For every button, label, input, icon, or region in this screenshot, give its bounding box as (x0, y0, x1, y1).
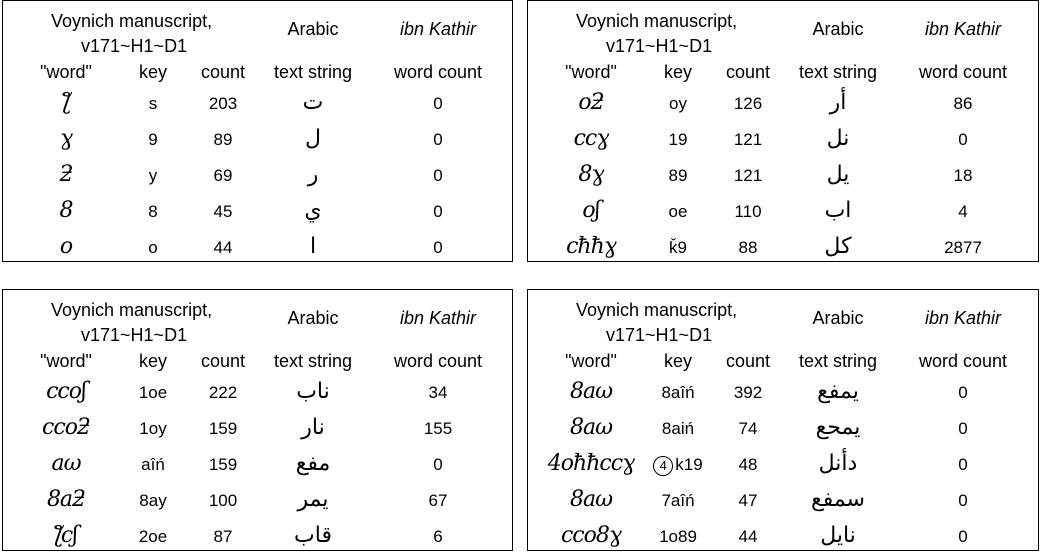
header-key: key (663, 351, 692, 371)
arabic-text-string: نايل (820, 523, 856, 548)
key-cell (118, 418, 188, 440)
word-count-cell: 0 (433, 238, 443, 257)
count-cell: 88 (738, 238, 758, 257)
arabic-text-string: نار (301, 415, 325, 440)
header-text-string: text string (798, 62, 878, 82)
arabic-text-string: ا (309, 234, 317, 259)
table-panel-bottom-right (527, 289, 1039, 551)
key-cell (118, 201, 188, 223)
count-cell: 44 (738, 527, 758, 546)
voynich-glyph: ƪcʃ (54, 523, 78, 548)
word-count-cell: 0 (958, 491, 968, 510)
word-count-cell: 0 (433, 202, 443, 221)
voynich-glyph: ccoʃ (46, 379, 86, 404)
key-text: s (148, 94, 158, 113)
word-count-cell: 34 (428, 383, 448, 402)
key-text: 1oe (138, 383, 168, 402)
header-word-count: word count (393, 62, 483, 82)
circled-number: 4 (653, 456, 673, 476)
header-word-count: word count (393, 351, 483, 371)
key-cell (118, 490, 188, 512)
count-cell: 87 (213, 527, 233, 546)
table-panel-top-right (527, 0, 1039, 262)
voynich-glyph: ƪ (62, 90, 70, 115)
header-arabic: Arabic (287, 308, 339, 328)
count-cell: 222 (208, 383, 238, 402)
header-word: "word" (565, 62, 617, 82)
voynich-glyph: cco8ɣ (560, 523, 622, 548)
arabic-text-string: ت (302, 90, 324, 115)
word-count-cell: 0 (433, 94, 443, 113)
count-cell: 45 (213, 202, 233, 221)
arabic-text-string: اب (824, 198, 852, 223)
header-key: key (138, 351, 167, 371)
key-text: 1o89 (659, 527, 697, 546)
key-text: aîń (141, 455, 165, 474)
header-text-string: text string (273, 351, 353, 371)
voynich-glyph: 8aƻ (46, 487, 86, 512)
table-panel-top-left (2, 0, 513, 262)
key-text: y (148, 166, 158, 185)
key-text: 89 (668, 166, 688, 185)
arabic-text-string: كل (824, 234, 852, 259)
header-ibn-kathir: ibn Kathir (924, 19, 1002, 39)
count-cell: 203 (208, 94, 238, 113)
key-cell (643, 454, 713, 476)
word-count-cell: 0 (433, 166, 443, 185)
voynich-glyph: o (59, 234, 73, 259)
voynich-glyph: 4oħħccɣ (547, 451, 635, 476)
voynich-glyph: aω (51, 451, 81, 476)
key-cell (643, 418, 713, 440)
word-count-cell: 2877 (944, 238, 982, 257)
voynich-glyph: cħħɣ (566, 234, 616, 259)
header-word-count: word count (918, 62, 1008, 82)
header-text-string: text string (273, 62, 353, 82)
voynich-glyph: 8aω (569, 379, 613, 404)
header-key: key (138, 62, 167, 82)
header-ibn-kathir: ibn Kathir (399, 308, 477, 328)
key-text: 19 (668, 130, 688, 149)
arabic-text-string: ل (305, 126, 321, 151)
key-text: k19 (675, 455, 703, 474)
word-count-cell: 0 (433, 455, 443, 474)
count-cell: 159 (208, 419, 238, 438)
word-count-cell: 0 (958, 419, 968, 438)
key-cell (643, 201, 713, 223)
header-arabic: Arabic (287, 19, 339, 39)
key-text: 1oy (139, 419, 167, 438)
count-cell: 100 (208, 491, 238, 510)
word-count-cell: 6 (433, 527, 443, 546)
count-cell: 44 (213, 238, 233, 257)
arabic-text-string: يل (826, 162, 850, 187)
header-title-line2: v171~H1~D1 (81, 36, 188, 56)
header-title-line1: Voynich manuscript, (51, 300, 213, 320)
header-title-line2: v171~H1~D1 (81, 325, 188, 345)
key-cell (643, 237, 713, 259)
voynich-glyph: 8aω (569, 415, 613, 440)
key-cell (643, 526, 713, 548)
word-count-cell: 0 (958, 130, 968, 149)
arabic-text-string: يمحع (815, 415, 861, 440)
word-count-cell: 86 (953, 94, 973, 113)
key-text: ǩ9 (669, 238, 687, 257)
word-count-cell: 0 (958, 383, 968, 402)
voynich-glyph: 8 (59, 198, 73, 223)
arabic-text-string: يمر (297, 487, 329, 512)
key-cell (118, 129, 188, 151)
header-ibn-kathir: ibn Kathir (924, 308, 1002, 328)
count-cell: 89 (213, 130, 233, 149)
key-text: 7aîń (661, 491, 695, 510)
arabic-text-string: قاب (294, 523, 332, 548)
word-count-cell: 67 (428, 491, 448, 510)
count-cell: 74 (738, 419, 758, 438)
voynich-glyph: oƻ (578, 90, 604, 115)
arabic-text-string: يمفع (817, 379, 859, 404)
key-cell (118, 526, 188, 548)
count-cell: 47 (738, 491, 758, 510)
header-title-line1: Voynich manuscript, (51, 11, 213, 31)
header-word: "word" (565, 351, 617, 371)
header-arabic: Arabic (812, 19, 864, 39)
key-text: 8aiń (661, 419, 695, 438)
arabic-text-string: ي (304, 198, 322, 223)
arabic-text-string: ر (307, 162, 319, 187)
voynich-glyph: ƻ (59, 162, 73, 187)
arabic-text-string: دأنل (818, 451, 858, 476)
key-text: 8aîń (661, 383, 695, 402)
header-arabic: Arabic (812, 308, 864, 328)
header-title-line2: v171~H1~D1 (606, 36, 713, 56)
word-count-cell: 0 (958, 527, 968, 546)
key-cell (643, 93, 713, 115)
header-title-line1: Voynich manuscript, (576, 300, 738, 320)
arabic-text-string: ناب (296, 379, 330, 404)
key-cell (118, 237, 188, 259)
arabic-text-string: نل (826, 126, 850, 151)
voynich-glyph: ɣ (59, 126, 73, 151)
header-count: count (200, 62, 246, 82)
word-count-cell: 4 (958, 202, 968, 221)
voynich-glyph: oʃ (582, 198, 600, 223)
word-count-cell: 18 (953, 166, 973, 185)
word-count-cell: 0 (958, 455, 968, 474)
voynich-glyph: 8ɣ (578, 162, 604, 187)
count-cell: 159 (208, 455, 238, 474)
arabic-text-string: أر (829, 90, 847, 115)
count-cell: 392 (733, 383, 763, 402)
voynich-glyph: 8aω (569, 487, 613, 512)
header-word-count: word count (918, 351, 1008, 371)
header-count: count (725, 351, 771, 371)
key-cell (118, 454, 188, 476)
header-count: count (725, 62, 771, 82)
arabic-text-string: مفع (295, 451, 331, 476)
key-text: 8 (148, 202, 158, 221)
arabic-text-string: سمفع (811, 487, 865, 512)
header-word: "word" (40, 62, 92, 82)
count-cell: 121 (733, 130, 763, 149)
key-text: 2oe (138, 527, 168, 546)
key-cell (118, 93, 188, 115)
table-panel-bottom-left (2, 289, 513, 551)
word-count-cell: 0 (433, 130, 443, 149)
key-text: oe (668, 202, 688, 221)
key-text: 8ay (139, 491, 167, 510)
header-title-line2: v171~H1~D1 (606, 325, 713, 345)
count-cell: 48 (738, 455, 758, 474)
header-word: "word" (40, 351, 92, 371)
header-text-string: text string (798, 351, 878, 371)
header-key: key (663, 62, 692, 82)
key-text: 9 (148, 130, 158, 149)
key-cell (118, 382, 188, 404)
key-cell (643, 382, 713, 404)
header-ibn-kathir: ibn Kathir (399, 19, 477, 39)
word-count-cell: 155 (423, 419, 453, 438)
count-cell: 121 (733, 166, 763, 185)
key-cell (643, 490, 713, 512)
voynich-glyph: ccoƻ (42, 415, 90, 440)
key-text: oy (669, 94, 687, 113)
count-cell: 126 (733, 94, 763, 113)
key-cell (643, 129, 713, 151)
key-cell (118, 165, 188, 187)
key-cell (643, 165, 713, 187)
header-title-line1: Voynich manuscript, (576, 11, 738, 31)
count-cell: 69 (213, 166, 233, 185)
count-cell: 110 (734, 202, 762, 221)
header-count: count (200, 351, 246, 371)
key-text: o (148, 238, 158, 257)
voynich-glyph: ccɣ (573, 126, 609, 151)
